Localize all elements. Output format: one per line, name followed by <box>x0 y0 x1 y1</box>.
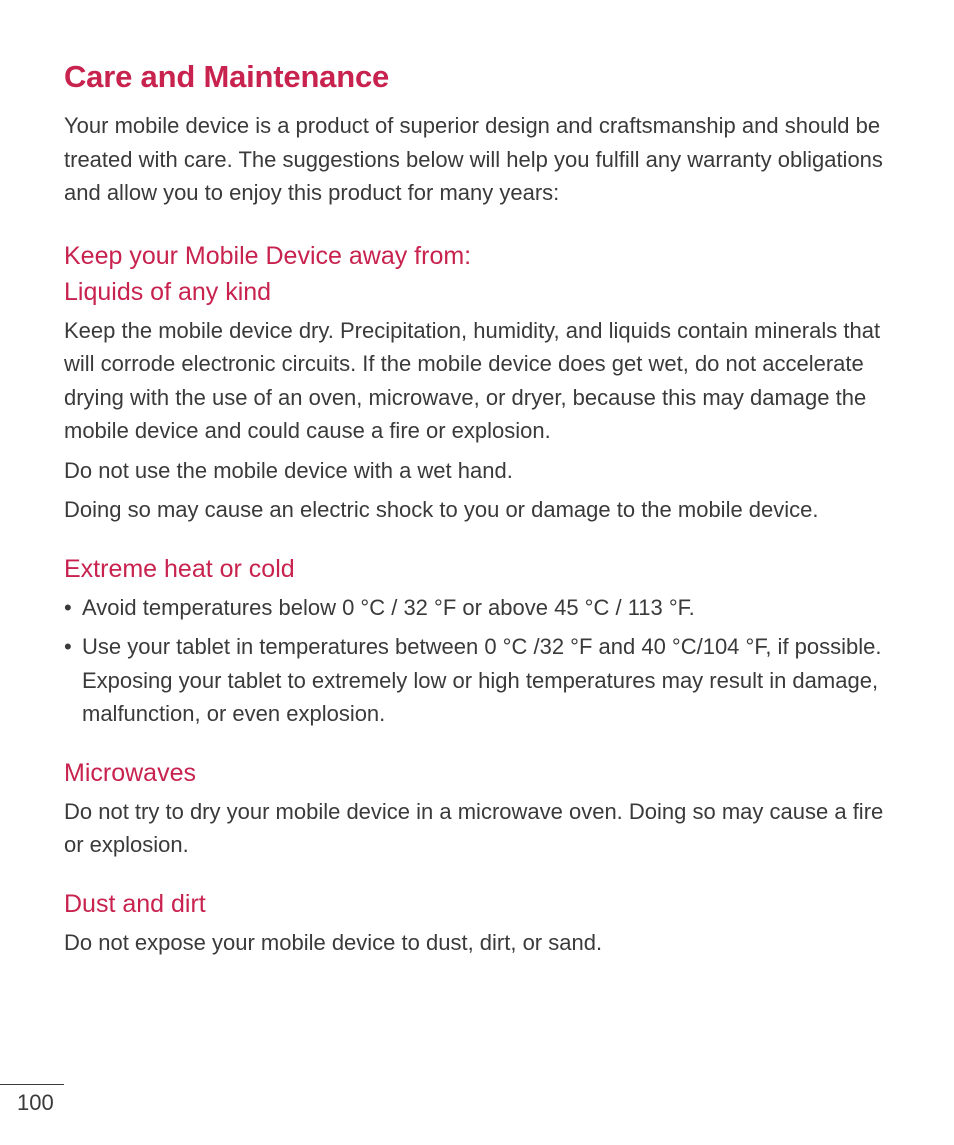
bullet-icon: • <box>64 594 72 620</box>
liquids-heading-line2: Liquids of any kind <box>64 277 272 306</box>
heat-bullet-list <box>64 591 894 731</box>
list-item <box>64 591 894 625</box>
liquids-paragraph-1: Keep the mobile device dry. Precipitation, humidity, and liquids contain minerals that will corrode electronic circuits. If the mobile device does get wet, do not accelerate drying with the use of an oven, microwave, or dryer, because this may damage the mobile device and could cause a fire or explosion. <box>64 317 881 444</box>
page-title: Care and Maintenance <box>64 59 390 94</box>
bullet-text: Avoid temperatures below 0 °C / 32 °F or above 45 °C / 113 °F. <box>82 594 695 620</box>
dust-paragraph: Do not expose your mobile device to dust, dirt, or sand. <box>64 929 603 955</box>
microwaves-heading: Microwaves <box>64 758 196 787</box>
liquids-heading-line1: Keep your Mobile Device away from: <box>64 241 472 270</box>
heat-heading: Extreme heat or cold <box>64 554 295 583</box>
liquids-paragraph-3: Doing so may cause an electric shock to you or damage to the mobile device. <box>64 497 819 523</box>
page-number: 100 <box>17 1090 54 1115</box>
liquids-paragraph-2: Do not use the mobile device with a wet hand. <box>64 457 513 483</box>
liquids-heading <box>64 238 894 310</box>
footer-divider <box>0 1084 64 1085</box>
bullet-icon: • <box>64 634 72 660</box>
bullet-text: Use your tablet in temperatures between 0 °C /32 °F and 40 °C/104 °F, if possible. Exposing your tablet to extremely low or high temperatures may result in damage, malfunction, or even explosion. <box>82 634 882 727</box>
dust-heading: Dust and dirt <box>64 889 206 918</box>
document-page <box>64 58 894 965</box>
list-item <box>64 630 894 731</box>
microwaves-paragraph: Do not try to dry your mobile device in a microwave oven. Doing so may cause a fire or explosion. <box>64 798 884 858</box>
intro-paragraph: Your mobile device is a product of superior design and craftsmanship and should be treated with care. The suggestions below will help you fulfill any warranty obligations and allow you to enjoy this product for many years: <box>64 113 883 206</box>
